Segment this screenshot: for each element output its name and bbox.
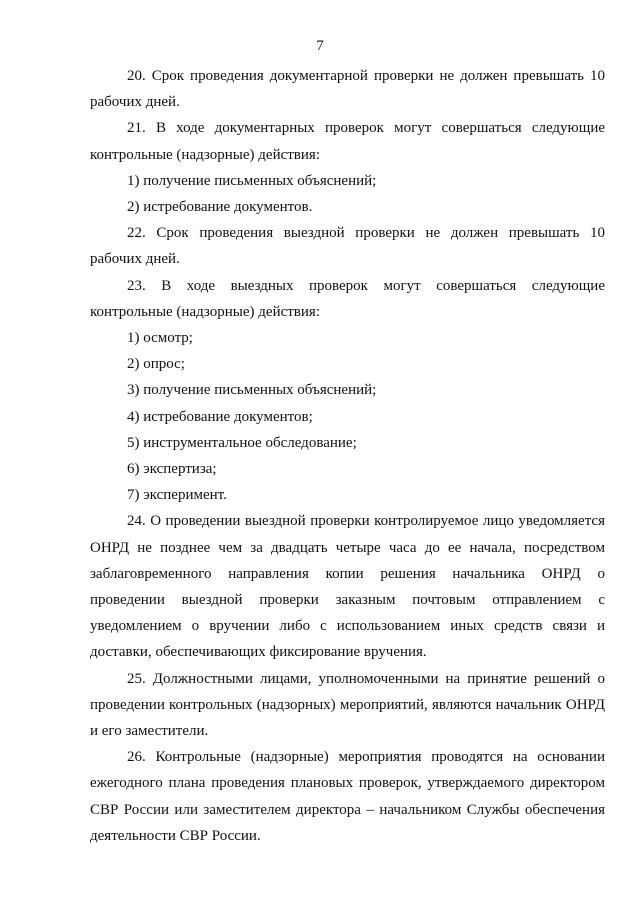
- paragraph-25: 25. Должностными лицами, уполномоченными на принятие решений о проведении контрольных (надзорных) мероприятий, являются начальник ОНРД и его заместители.: [90, 670, 605, 740]
- list-item: 5) инструментальное обследование;: [127, 434, 357, 451]
- list-item: 7) эксперимент.: [127, 487, 227, 504]
- paragraph-26: 26. Контрольные (надзорные) мероприятия проводятся на основании ежегодного плана проведения плановых проверок, утверждаемого директором СВР России или заместителем директора – начальником Службы обеспечения деятельности СВР России.: [90, 749, 605, 844]
- paragraph-20: 20. Срок проведения документарной проверки не должен превышать 10 рабочих дней.: [90, 68, 605, 111]
- list-item: 6) экспертиза;: [127, 461, 217, 478]
- list-item: 3) получение письменных объяснений;: [127, 382, 377, 399]
- list-item: 1) осмотр;: [127, 330, 193, 347]
- list-item: 4) истребование документов;: [127, 408, 313, 425]
- list-item: 2) истребование документов.: [127, 199, 313, 216]
- list-item: 1) получение письменных объяснений;: [127, 172, 377, 189]
- paragraph-24: 24. О проведении выездной проверки контролируемое лицо уведомляется ОНРД не позднее чем за двадцать четыре часа до ее начала, посредством заблаговременного направления копии решения начальника ОНРД о проведении выездной проверки заказным почтовым отправлением с уведомлением о вручении либо с использованием иных средств связи и доставки, обеспечивающих фиксирование вручения.: [90, 513, 605, 661]
- paragraph-21: 21. В ходе документарных проверок могут совершаться следующие контрольные (надзорные) действия:: [90, 120, 605, 163]
- page-number: 7: [316, 38, 324, 54]
- list-item: 2) опрос;: [127, 356, 185, 373]
- paragraph-23: 23. В ходе выездных проверок могут совершаться следующие контрольные (надзорные) действия:: [90, 277, 605, 320]
- document-body: [90, 63, 605, 849]
- paragraph-22: 22. Срок проведения выездной проверки не должен превышать 10 рабочих дней.: [90, 225, 605, 268]
